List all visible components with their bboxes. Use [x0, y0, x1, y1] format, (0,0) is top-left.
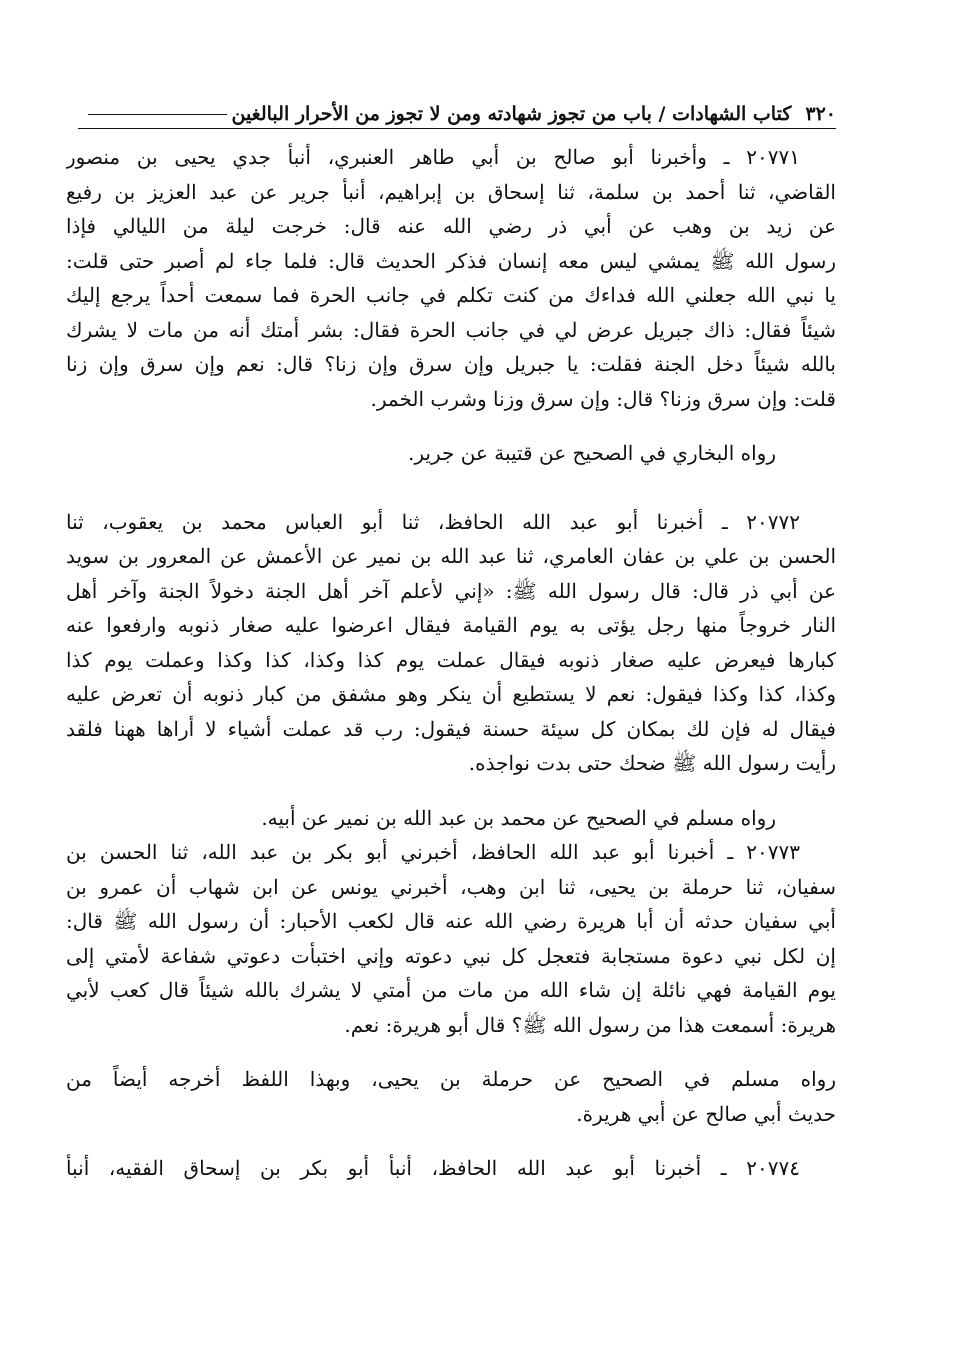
- text-line: رسول الله ﷺ يمشي ليس معه إنسان فذكر الحديث قال: فلما جاء لم أصبر حتى قلت:: [66, 248, 836, 273]
- text-line: رواه مسلم في الصحيح عن حرملة بن يحيى، وبهذا اللفظ أخرجه أيضاً من: [66, 1067, 836, 1091]
- text-line: ٢٠٧٧٣ ـ أخبرنا أبو عبد الله الحافظ، أخبرني أبو بكر بن عبد الله، ثنا الحسن بن: [66, 840, 800, 864]
- hadith-20773: [66, 835, 836, 1042]
- chapter-title: كتاب الشهادات / باب من تجوز شهادته ومن لا تجوز من الأحرار البالغين: [231, 103, 792, 125]
- attribution-muslim-1: [66, 801, 836, 836]
- header-divider: [78, 128, 836, 129]
- attribution-bukhari: [66, 436, 836, 471]
- text-line: هريرة: أسمعت هذا من رسول الله ﷺ؟ قال أبو هريرة: نعم.: [344, 1012, 836, 1037]
- spacer: [66, 471, 836, 505]
- text-line: قلت: وإن سرق وزنا؟ قال: وإن سرق وزنا وشرب الخمر.: [370, 386, 836, 411]
- hadith-20771: [66, 140, 836, 416]
- hadith-20772: [66, 505, 836, 781]
- text-line: رواه البخاري في الصحيح عن قتيبة عن جرير.: [408, 441, 776, 465]
- text-line: إن لكل نبي دعوة مستجابة فتعجل كل نبي دعوته وإني اختبأت دعوتي شفاعة لأمتي إلى: [66, 943, 836, 968]
- text-line: يوم القيامة فهي نائلة إن شاء الله من مات من أمتي لا يشرك بالله شيئاً قال كعب لأبي: [66, 978, 836, 1002]
- text-line: ٢٠٧٧٢ ـ أخبرنا أبو عبد الله الحافظ، ثنا أبو العباس محمد بن يعقوب، ثنا: [66, 509, 800, 534]
- text-line: رأيت رسول الله ﷺ ضحك حتى بدت نواجذه.: [468, 751, 836, 775]
- text-line: سفيان، ثنا حرملة بن يحيى، ثنا ابن وهب، أخبرني يونس عن ابن شهاب أن عمرو بن: [66, 874, 836, 899]
- text-line: الحسن بن علي بن عفان العامري، ثنا عبد الله بن نمير عن الأعمش عن المعرور بن سويد: [66, 544, 836, 568]
- header-rule: [88, 114, 227, 115]
- hadith-20774: [66, 1151, 836, 1186]
- text-line: عن زيد بن وهب عن أبي ذر رضي الله عنه قال: خرجت ليلة من الليالي فإذا: [66, 214, 836, 238]
- spacer: [66, 1131, 836, 1151]
- text-line: شيئاً فقال: ذاك جبريل عرض لي في جانب الحرة فقال: بشر أمتك أنه من مات لا يشرك: [66, 317, 836, 342]
- page-number: ٣٢٠: [805, 103, 836, 125]
- text-line: ٢٠٧٧١ ـ وأخبرنا أبو صالح بن أبي طاهر العنبري، أنبأ جدي يحيى بن منصور: [66, 145, 800, 169]
- text-line: كبارها فيعرض عليه صغار ذنوبه فيقال عملت يوم كذا وكذا، كذا وكذا وعملت يوم كذا: [66, 647, 836, 672]
- spacer: [66, 1042, 836, 1062]
- text-line: القاضي، ثنا أحمد بن سلمة، ثنا إسحاق بن إبراهيم، أنبأ جرير عن عبد العزيز بن رفيع: [66, 179, 836, 204]
- text-line: حديث أبي صالح عن أبي هريرة.: [576, 1101, 836, 1126]
- text-line: يا نبي الله جعلني الله فداءك من كنت تكلم في جانب الحرة فما سمعت أحداً يرجع إليك: [66, 283, 836, 307]
- text-line: رواه مسلم في الصحيح عن محمد بن عبد الله بن نمير عن أبيه.: [261, 805, 776, 830]
- text-line: عن أبي ذر قال: قال رسول الله ﷺ: «إني لأعلم آخر أهل الجنة دخولاً الجنة وآخر أهل: [66, 578, 836, 603]
- text-line: بالله شيئاً دخل الجنة فقلت: يا جبريل وإن سرق وإن زنا؟ قال: نعم وإن سرق وإن زنا: [66, 352, 836, 376]
- text-line: ٢٠٧٧٤ ـ أخبرنا أبو عبد الله الحافظ، أنبأ أبو بكر بن إسحاق الفقيه، أنبأ: [66, 1156, 800, 1180]
- text-line: النار خروجاً منها رجل يؤتى به يوم القيامة فيقال اعرضوا عليه صغار ذنوبه وارفعوا عنه: [66, 613, 836, 637]
- page-body: [66, 140, 836, 1186]
- spacer: [66, 416, 836, 436]
- text-line: فيقال له فإن لك بمكان كل سيئة حسنة فيقول: رب قد عملت أشياء لا أراها ههنا فلقد: [66, 716, 836, 741]
- running-header: [78, 96, 836, 132]
- text-line: وكذا، كذا وكذا فيقول: نعم لا يستطيع أن ينكر وهو مشفق من كبار ذنوبه أن تعرض عليه: [66, 682, 836, 706]
- attribution-muslim-2: [66, 1062, 836, 1131]
- spacer: [66, 781, 836, 801]
- text-line: أبي سفيان حدثه أن أبا هريرة رضي الله عنه قال لكعب الأحبار: أن رسول الله ﷺ قال:: [66, 909, 836, 933]
